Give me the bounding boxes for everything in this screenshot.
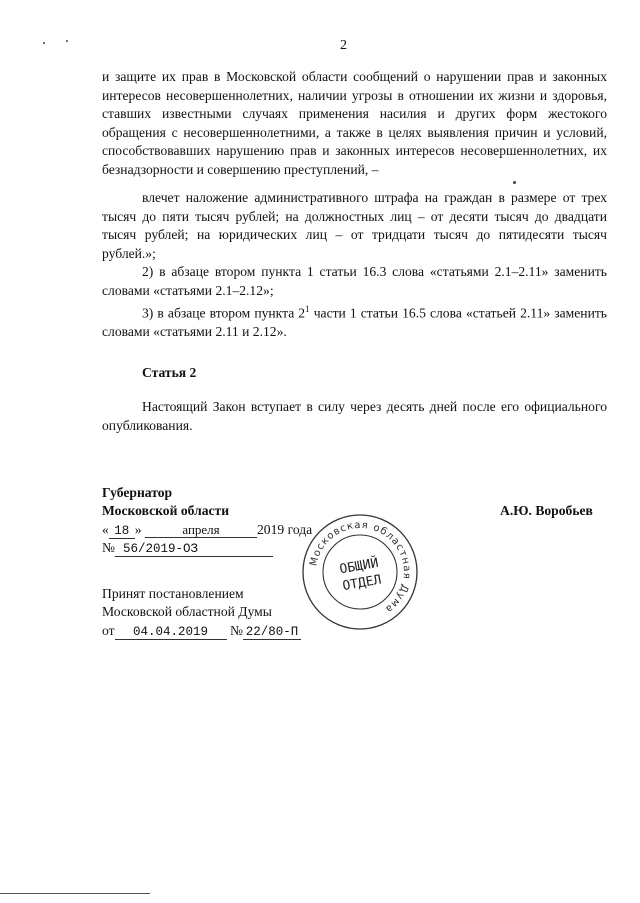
governor-name: А.Ю. Воробьев bbox=[500, 503, 593, 518]
scan-speck bbox=[43, 42, 45, 44]
adoption-number: 22/80-П bbox=[243, 625, 301, 640]
scan-speck bbox=[66, 40, 68, 42]
adoption-number-prefix: № bbox=[229, 623, 243, 638]
adoption-line2: Московской областной Думы bbox=[102, 604, 272, 619]
number-prefix: № bbox=[102, 540, 115, 555]
governor-region: Московской области bbox=[102, 503, 230, 518]
adoption-from-prefix: от bbox=[102, 623, 115, 638]
paragraph-item-2: 2) в абзаце втором пункта 1 статьи 16.3 слова «статьями 2.1–2.11» заменить словами «статьями 2.1–2.12»; bbox=[102, 264, 607, 298]
signature-date-line bbox=[102, 521, 312, 539]
law-number: 56/2019-ОЗ bbox=[115, 542, 273, 557]
item-3-text-a: 3) в абзаце втором пункта 2 bbox=[142, 305, 306, 321]
paragraph-item-3 bbox=[102, 300, 607, 342]
article-text: Настоящий Закон вступает в силу через десять дней после его официального опубликования. bbox=[102, 399, 607, 433]
stamp-ring-text: Московская областная Дума bbox=[308, 519, 413, 616]
page-number: 2 bbox=[340, 38, 347, 53]
adoption-date: 04.04.2019 bbox=[115, 625, 227, 640]
official-stamp bbox=[300, 512, 420, 632]
scan-speck bbox=[513, 181, 516, 184]
adoption-number-line bbox=[102, 622, 301, 640]
date-day: 18 bbox=[109, 524, 135, 539]
item-3-text-b: части 1 статьи 16.5 слова «статьей 2.11» заменить словами «статьями 2.11 и 2.12». bbox=[102, 305, 607, 340]
date-close-quote: » bbox=[134, 522, 142, 537]
date-month: апреля bbox=[145, 523, 257, 538]
item-3-superscript: 1 bbox=[305, 304, 310, 314]
date-year: 2019 года bbox=[257, 522, 313, 537]
stamp-center-line2: ОТДЕЛ bbox=[341, 572, 383, 595]
scan-edge-line bbox=[0, 893, 150, 894]
article-heading: Статья 2 bbox=[142, 364, 197, 380]
date-open-quote: « bbox=[102, 522, 109, 537]
paragraph-continuation: и защите их прав в Московской области сообщений о нарушении прав и законных интересов несовершеннолетних, наличии угрозы в отношении их жизни и здоровья, ставших известными случаях применения насилия и других форм жестокого обращения с несовершеннолетними, а также в целях выявления причин и условий, способствовавших нарушению прав и законных интересов несовершеннолетних, их безнадзорности и совершению преступлений, – bbox=[102, 69, 607, 177]
governor-title: Губернатор bbox=[102, 485, 173, 500]
document-body bbox=[102, 68, 607, 435]
stamp-center-line1: ОБЩИЙ bbox=[338, 555, 380, 578]
paragraph-penalty: влечет наложение административного штрафа на граждан в размере от трех тысяч до пяти тысяч рублей; на должностных лиц – от десяти тысяч до двадцати тысяч рублей; на юридических лиц – от тридцати тысяч до пятидесяти тысяч рублей.»; bbox=[102, 190, 607, 261]
adoption-line1: Принят постановлением bbox=[102, 586, 244, 601]
signature-number-line bbox=[102, 539, 273, 557]
